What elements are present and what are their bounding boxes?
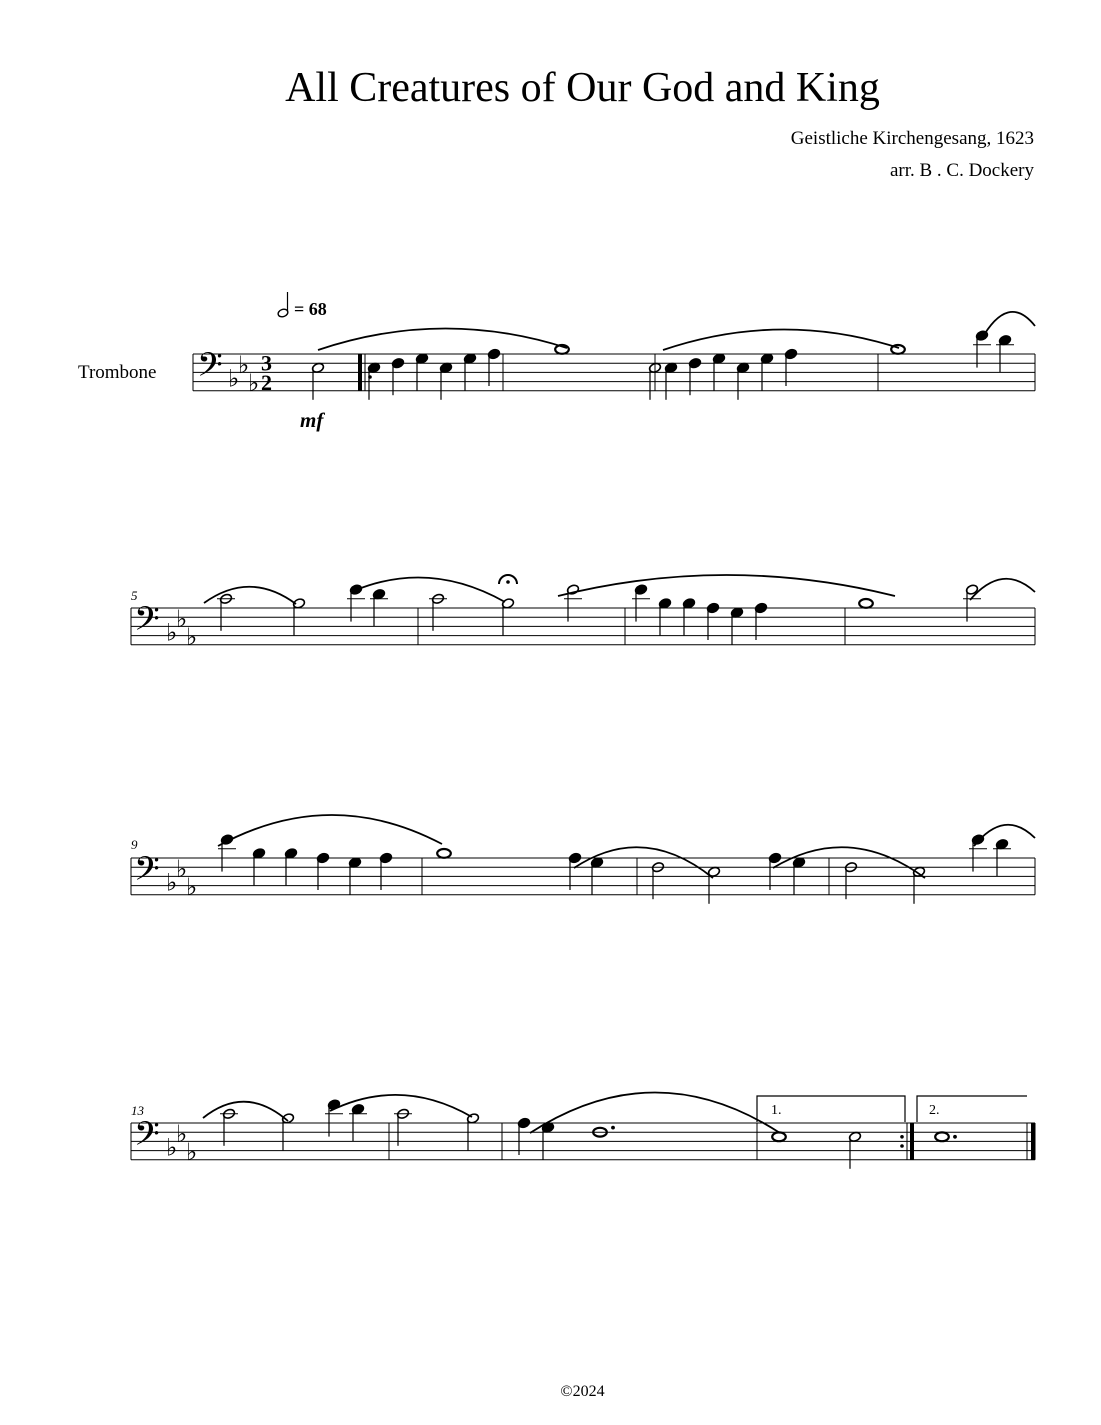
- notehead: [935, 1132, 949, 1141]
- flat-icon: ♭: [166, 1133, 178, 1162]
- note: [664, 362, 677, 400]
- slur: [663, 329, 899, 350]
- note: [688, 357, 701, 395]
- note: [712, 353, 725, 391]
- note: [415, 353, 428, 391]
- system-1: [193, 330, 1035, 400]
- note: [784, 348, 797, 386]
- flat-icon: ♭: [228, 364, 240, 393]
- flat-icon: ♭: [166, 868, 178, 897]
- note: [394, 1108, 412, 1146]
- note: [590, 857, 603, 895]
- note: [349, 1103, 367, 1141]
- note: [316, 852, 329, 890]
- note: [859, 599, 873, 608]
- note: [370, 588, 388, 626]
- note: [935, 1132, 957, 1141]
- note: [217, 593, 235, 631]
- flat-icon: ♭: [248, 369, 260, 398]
- note: [487, 348, 500, 386]
- note: [564, 584, 582, 622]
- slur: [318, 328, 567, 350]
- final-thick-barline: [1031, 1123, 1036, 1160]
- note: [848, 1131, 861, 1169]
- flat-icon: ♭: [186, 1138, 198, 1167]
- slur: [558, 575, 895, 596]
- notehead: [859, 599, 873, 608]
- arranger-credit: arr. B . C. Dockery: [889, 160, 1034, 181]
- volta-first-ending: [757, 1096, 905, 1122]
- composer-credit: Geistliche Kirchengesang, 1623: [790, 128, 1034, 149]
- note: [311, 362, 324, 400]
- repeat-dot: [900, 1135, 904, 1139]
- dot: [611, 1126, 615, 1130]
- measure-number: 9: [131, 837, 138, 852]
- slur: [218, 815, 442, 846]
- time-signature-bottom: 2: [261, 369, 272, 395]
- note: [772, 1132, 786, 1141]
- note: [593, 1126, 615, 1137]
- note: [439, 362, 452, 400]
- note: [325, 1099, 343, 1137]
- note: [996, 334, 1014, 372]
- note: [429, 593, 447, 631]
- notehead: [772, 1132, 786, 1141]
- note: [218, 834, 236, 872]
- flat-icon: ♭: [186, 873, 198, 902]
- svg-text:2.: 2.: [929, 1103, 940, 1118]
- note: [348, 857, 361, 895]
- note: [391, 357, 404, 395]
- slur: [530, 1093, 780, 1134]
- note: [379, 852, 392, 890]
- note: [367, 362, 380, 400]
- flat-icon: ♭: [176, 854, 188, 883]
- staff-systems: [131, 312, 1036, 1169]
- measure-number: 5: [131, 588, 138, 603]
- note: [568, 852, 581, 890]
- flat-icon: ♭: [238, 350, 250, 379]
- bass-clef-icon: 𝄢: [134, 1115, 160, 1162]
- note: [707, 866, 720, 904]
- note: [706, 602, 719, 640]
- instrument-name: Trombone: [78, 362, 157, 383]
- repeat-end-thick-barline: [910, 1123, 914, 1160]
- note: [730, 607, 743, 645]
- note: [658, 598, 671, 636]
- note: [754, 602, 767, 640]
- note: [284, 848, 297, 886]
- slur: [970, 579, 1035, 600]
- bass-clef-icon: 𝄢: [134, 600, 160, 647]
- note: [682, 598, 695, 636]
- note: [463, 353, 476, 391]
- dynamic-mf: mf: [300, 408, 324, 432]
- note: [973, 330, 991, 368]
- notehead: [437, 849, 451, 858]
- note: [993, 838, 1011, 876]
- note: [792, 857, 805, 895]
- bass-clef-icon: 𝄢: [197, 346, 223, 393]
- fermata-dot: [506, 580, 510, 584]
- tempo-marking: [277, 292, 327, 319]
- svg-text:1.: 1.: [771, 1103, 782, 1118]
- repeat-dot: [900, 1144, 904, 1148]
- dot: [953, 1135, 957, 1139]
- note: [220, 1108, 238, 1146]
- note: [768, 852, 781, 890]
- note: [437, 849, 451, 858]
- flat-icon: ♭: [166, 618, 178, 647]
- system-2: [131, 575, 1035, 651]
- system-3: [131, 834, 1035, 904]
- slur: [204, 587, 296, 604]
- note: [963, 584, 981, 622]
- tempo-text: = 68: [294, 299, 327, 319]
- system-4: [131, 1099, 1036, 1169]
- flat-icon: ♭: [186, 623, 198, 652]
- time-signature-top: 3: [261, 350, 272, 376]
- repeat-start-thick-barline: [358, 354, 362, 391]
- note: [517, 1117, 530, 1155]
- flat-icon: ♭: [176, 604, 188, 633]
- note: [736, 362, 749, 400]
- measure-number: 13: [131, 1103, 144, 1118]
- note: [632, 584, 650, 622]
- volta-second-ending: [917, 1096, 1027, 1122]
- note: [760, 353, 773, 391]
- flat-icon: ♭: [176, 1119, 188, 1148]
- note: [541, 1122, 554, 1160]
- note: [252, 848, 265, 886]
- piece-title: All Creatures of Our God and King: [285, 65, 880, 111]
- note: [969, 834, 987, 872]
- copyright-footer: ©2024: [560, 1383, 605, 1400]
- note: [466, 1113, 479, 1151]
- bass-clef-icon: 𝄢: [134, 850, 160, 897]
- slur: [203, 1102, 288, 1121]
